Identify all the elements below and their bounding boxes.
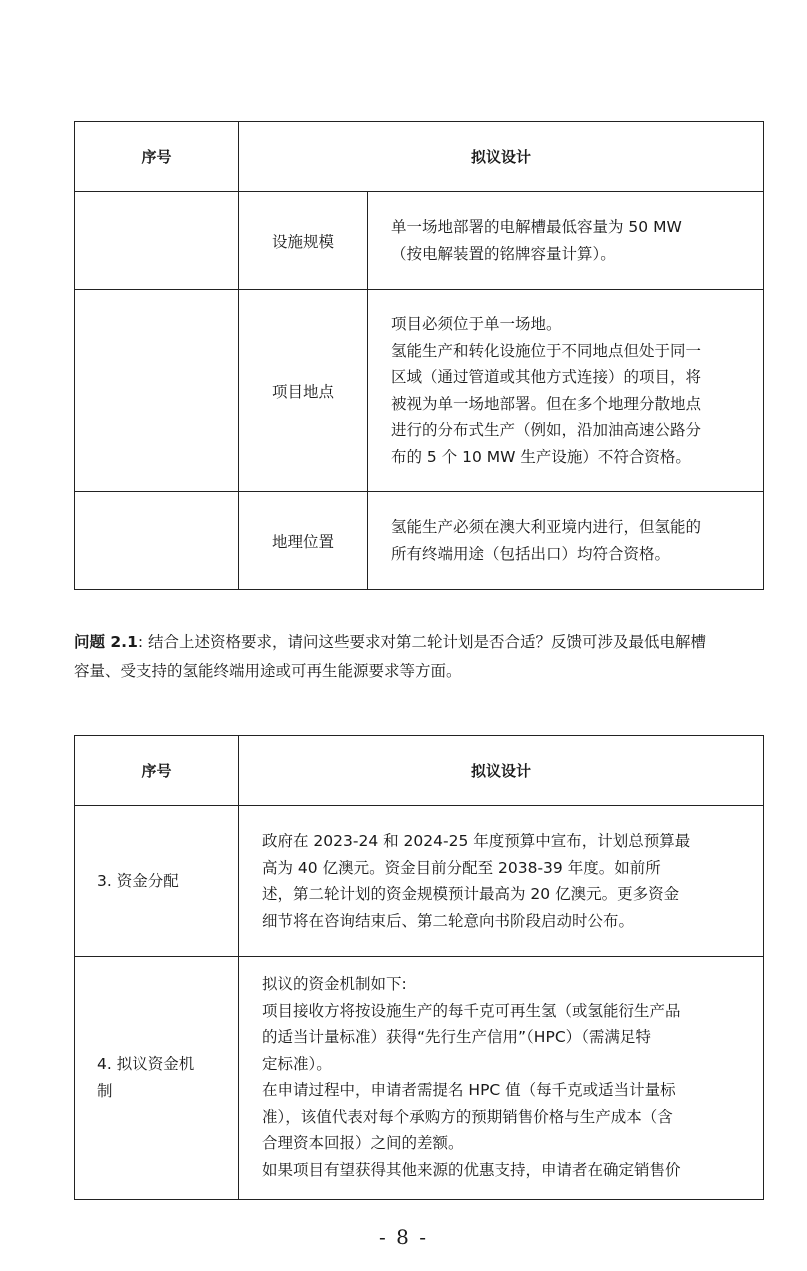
row-label: [75, 806, 239, 957]
table-row: [75, 290, 764, 492]
row-content: [368, 290, 764, 492]
text-line: 被视为单一场地部署。但在多个地理分散地点: [391, 394, 702, 413]
text-line: 氢能生产和转化设施位于不同地点但处于同一: [391, 341, 702, 360]
header-serial-number: 序号: [75, 122, 239, 192]
row-content: [368, 492, 764, 590]
text-line: 单一场地部署的电解槽最低容量为 50 MW: [391, 218, 682, 236]
text-line: 布的 5 个 10 MW 生产设施）不符合资格。: [391, 447, 691, 466]
question-text-1: : 结合上述资格要求，请问这些要求对第二轮计划是否合适？反馈可涉及最低电解槽: [137, 633, 707, 651]
row-label-line: 3. 资金分配: [97, 871, 179, 890]
text-line: 细节将在咨询结束后、第二轮意向书阶段启动时公布。: [262, 911, 635, 930]
text-line: 在申请过程中，申请者需提名 HPC 值（每千克或适当计量标: [262, 1081, 676, 1099]
text-line: 准），该值代表对每个承购方的预期销售价格与生产成本（含: [262, 1107, 673, 1126]
text-line: 氢能生产必须在澳大利亚境内进行，但氢能的: [391, 518, 702, 536]
text-line: 所有终端用途（包括出口）均符合资格。: [391, 544, 671, 563]
row-label-line: 4. 拟议资金机: [97, 1055, 195, 1073]
row-label: 设施规模: [239, 192, 368, 290]
text-line: 拟议的资金机制如下:: [262, 975, 407, 993]
table-header-row: [75, 122, 764, 192]
text-line: 进行的分布式生产（例如，沿加油高速公路分: [391, 421, 702, 439]
question-label: 问题 2.1: [74, 633, 138, 651]
text-line: 区域（通过管道或其他方式连接）的项目，将: [391, 368, 702, 386]
table-row: [75, 957, 764, 1200]
serial-cell: [75, 192, 239, 290]
table-header-row: [75, 736, 764, 806]
serial-cell: [75, 290, 239, 492]
eligibility-table: [74, 121, 764, 590]
header-proposed-design: 拟议设计: [239, 736, 764, 806]
funding-table: [74, 735, 764, 1200]
text-line: 的适当计量标准）获得“先行生产信用”（HPC）（需满足特: [262, 1028, 651, 1046]
text-line: 述，第二轮计划的资金规模预计最高为 20 亿澳元。更多资金: [262, 885, 680, 903]
table-row: [75, 492, 764, 590]
text-line: （按电解装置的铭牌容量计算）。: [391, 244, 616, 263]
text-line: 项目必须位于单一场地。: [391, 315, 562, 333]
row-label-line: 制: [97, 1082, 113, 1100]
text-line: 项目接收方将按设施生产的每千克可再生氢（或氢能衍生产品: [262, 1001, 681, 1020]
row-content: [239, 806, 764, 957]
text-line: 政府在 2023-24 和 2024-25 年度预算中宣布，计划总预算最: [262, 832, 691, 850]
header-proposed-design: 拟议设计: [239, 122, 764, 192]
text-line: 如果项目有望获得其他来源的优惠支持，申请者在确定销售价: [262, 1160, 681, 1179]
row-label: 地理位置: [239, 492, 368, 590]
question-paragraph: [74, 628, 790, 686]
serial-cell: [75, 492, 239, 590]
text-line: 合理资本回报）之间的差额。: [262, 1134, 464, 1152]
row-label: [75, 957, 239, 1200]
table-row: [75, 192, 764, 290]
page-number: - 8 -: [379, 1225, 428, 1249]
row-content: [239, 957, 764, 1200]
text-line: 定标准）。: [262, 1054, 332, 1073]
table-row: [75, 806, 764, 957]
row-content: [368, 192, 764, 290]
header-serial-number: 序号: [75, 736, 239, 806]
row-label: 项目地点: [239, 290, 368, 492]
text-line: 高为 40 亿澳元。资金目前分配至 2038-39 年度。如前所: [262, 858, 661, 877]
question-text-2: 容量、受支持的氢能终端用途或可再生能源要求等方面。: [74, 662, 462, 680]
